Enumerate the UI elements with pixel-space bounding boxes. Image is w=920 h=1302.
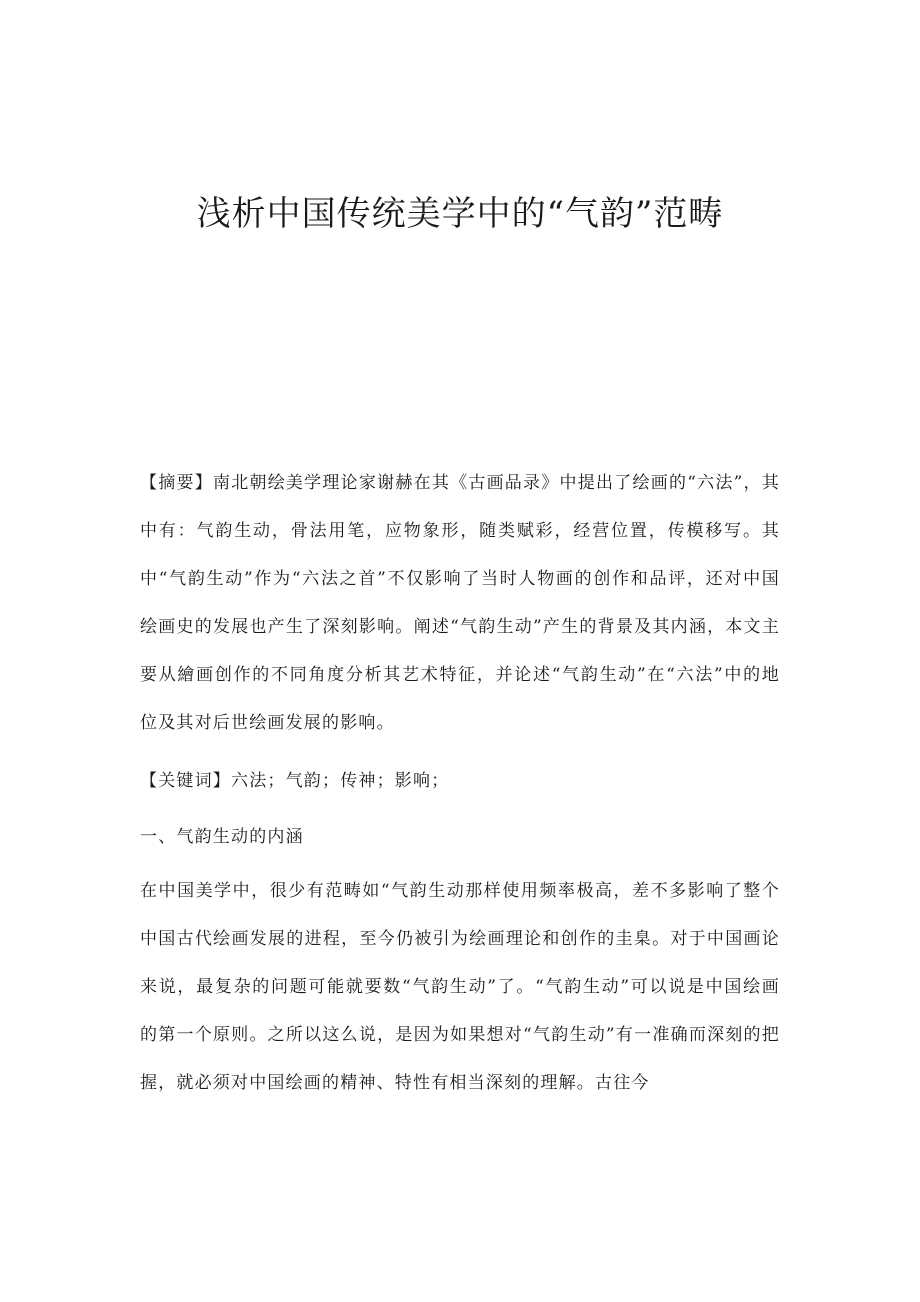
abstract-label: 【摘要】: [140, 473, 213, 493]
abstract-paragraph: [140, 459, 780, 747]
section-paragraph: 在中国美学中，很少有范畴如“气韵生动那样使用频率极高，差不多影响了整个中国古代绘画发展的进程，至今仍被引为绘画理论和创作的圭臬。对于中国画论来说，最复杂的问题可能就要数“气韵生动”了。“气韵生动”可以说是中国绘画的第一个原则。之所以这么说，是因为如果想对“气韵生动”有一准确而深刻的把握，就必须对中国绘画的精神、特性有相当深刻的理解。古往今: [140, 881, 780, 1093]
section-heading: 一、气韵生动的内涵: [140, 827, 304, 847]
keywords-line: [140, 757, 780, 805]
keywords-label: 【关键词】: [140, 771, 231, 791]
paper-title: 浅析中国传统美学中的“气韵”范畴: [196, 194, 724, 234]
keywords-text: 六法；气韵；传神；影响；: [231, 771, 450, 791]
abstract-text: 南北朝绘美学理论家谢赫在其《古画品录》中提出了绘画的“六法”，其中有：气韵生动，骨法用笔，应物象形，随类赋彩，经营位置，传模移写。其中“气韵生动”作为“六法之首”不仅影响了当时人物画的创作和品评，还对中国绘画史的发展也产生了深刻影响。阐述“气韵生动”产生的背景及其内涵，本文主要从繪画创作的不同角度分析其艺术特征，并论述“气韵生动”在“六法”中的地位及其对后世绘画发展的影响。: [140, 473, 780, 733]
